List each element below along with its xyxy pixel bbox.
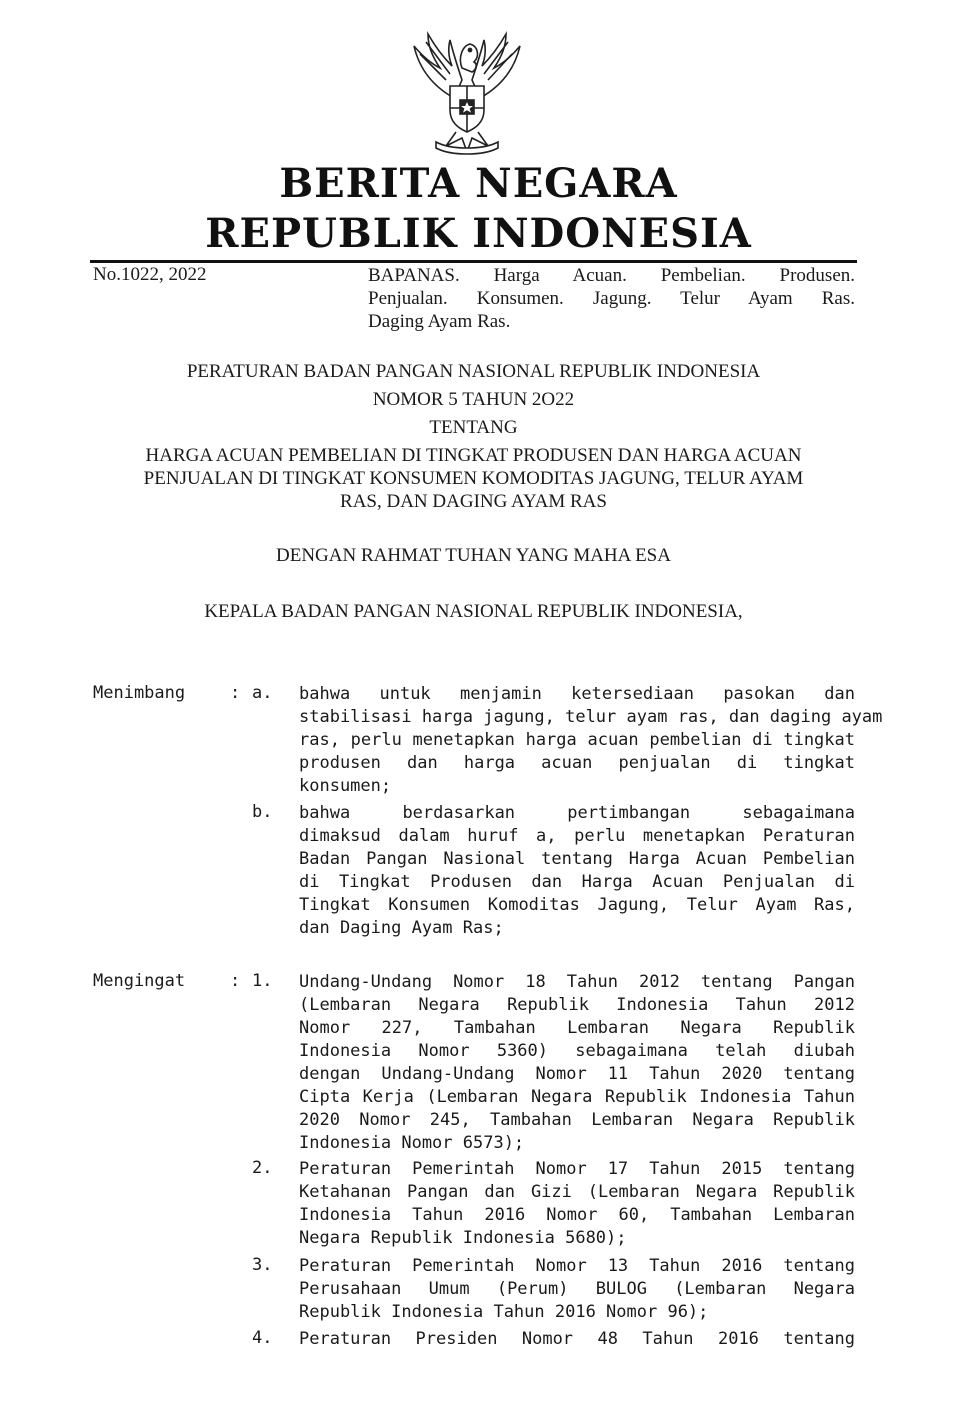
keywords-line: BAPANAS. Harga Acuan. Pembelian. Produsen. [368,265,855,286]
item-line: Ketahanan Pangan dan Gizi (Lembaran Negara Republik [299,1182,855,1202]
item-marker: 4. [252,1328,273,1348]
item-line: 2020 Nomor 245, Tambahan Lembaran Negara Republik [299,1110,855,1130]
regulation-about: TENTANG [429,417,518,438]
item-marker: 2. [252,1158,273,1178]
item-line: Peraturan Pemerintah Nomor 13 Tahun 2016 tentang [299,1256,855,1276]
gazette-title-line1: BERITA NEGARA [279,160,678,207]
item-line: produsen dan harga acuan penjualan di tingkat [299,753,855,773]
item-line: Tingkat Konsumen Komoditas Jagung, Telur Ayam Ras, [299,895,855,915]
item-line: ras, perlu menetapkan harga acuan pembelian di tingkat [299,730,855,750]
menimbang-item-a [299,683,883,798]
item-line: (Lembaran Negara Republik Indonesia Tahun 2012 [299,995,855,1015]
menimbang-label: Menimbang [93,683,186,703]
item-marker: b. [252,802,273,822]
regulation-authority: KEPALA BADAN PANGAN NASIONAL REPUBLIK INDONESIA, [204,601,743,622]
item-line: Indonesia Nomor 6573); [299,1133,525,1153]
item-line: stabilisasi harga jagung, telur ayam ras, dan daging ayam [299,707,883,727]
regulation-invocation: DENGAN RAHMAT TUHAN YANG MAHA ESA [276,545,671,566]
mengingat-item-3 [299,1255,855,1324]
keywords-line: Penjualan. Konsumen. Jagung. Telur Ayam Ras. [368,288,855,309]
regulation-issuer: PERATURAN BADAN PANGAN NASIONAL REPUBLIK INDONESIA [186,361,761,382]
item-line: di Tingkat Produsen dan Harga Acuan Penjualan di [299,872,855,892]
item-marker: 1. [252,971,273,991]
gazette-keywords [368,264,855,333]
item-line: Cipta Kerja (Lembaran Negara Republik Indonesia Tahun [299,1087,855,1107]
item-line: dimaksud dalam huruf a, perlu menetapkan Peraturan [299,826,855,846]
item-line: Peraturan Pemerintah Nomor 17 Tahun 2015 tentang [299,1159,855,1179]
subject-line: RAS, DAN DAGING AYAM RAS [340,491,607,512]
gazette-title-line2: REPUBLIK INDONESIA [205,210,752,257]
item-line: dan Daging Ayam Ras; [299,918,504,938]
item-line: Peraturan Presiden Nomor 48 Tahun 2016 tentang [299,1329,855,1349]
item-line: bahwa berdasarkan pertimbangan sebagaimana [299,803,855,823]
item-line: Badan Pangan Nasional tentang Harga Acuan Pembelian [299,849,855,869]
keywords-line: Daging Ayam Ras. [368,311,511,332]
subject-line: PENJUALAN DI TINGKAT KONSUMEN KOMODITAS JAGUNG, TELUR AYAM [143,468,804,489]
item-line: bahwa untuk menjamin ketersediaan pasokan dan [299,684,855,704]
mengingat-colon: : [230,971,241,991]
item-line: Republik Indonesia Tahun 2016 Nomor 96); [299,1302,709,1322]
subject-line: HARGA ACUAN PEMBELIAN DI TINGKAT PRODUSEN DAN HARGA ACUAN [145,445,802,466]
item-marker: a. [252,683,273,703]
item-line: Nomor 227, Tambahan Lembaran Negara Republik [299,1018,855,1038]
menimbang-colon: : [230,683,241,703]
regulation-subject [90,444,857,513]
gazette-number: No.1022, 2022 [93,264,207,285]
item-line: Undang-Undang Nomor 18 Tahun 2012 tentang Pangan [299,972,855,992]
item-line: dengan Undang-Undang Nomor 11 Tahun 2020 tentang [299,1064,855,1084]
mengingat-item-2 [299,1158,855,1250]
garuda-emblem-icon [406,28,528,156]
mengingat-label: Mengingat [93,971,186,991]
item-line: Perusahaan Umum (Perum) BULOG (Lembaran Negara [299,1279,855,1299]
item-marker: 3. [252,1255,273,1275]
mengingat-item-4 [299,1328,855,1351]
regulation-number: NOMOR 5 TAHUN 2O22 [372,389,575,410]
item-line: Negara Republik Indonesia 5680); [299,1228,627,1248]
mengingat-item-1 [299,971,855,1155]
item-line: konsumen; [299,776,392,796]
item-line: Indonesia Nomor 5360) sebagaimana telah diubah [299,1041,855,1061]
header-divider [90,260,857,263]
menimbang-item-b [299,802,855,940]
item-line: Indonesia Tahun 2016 Nomor 60, Tambahan Lembaran [299,1205,855,1225]
